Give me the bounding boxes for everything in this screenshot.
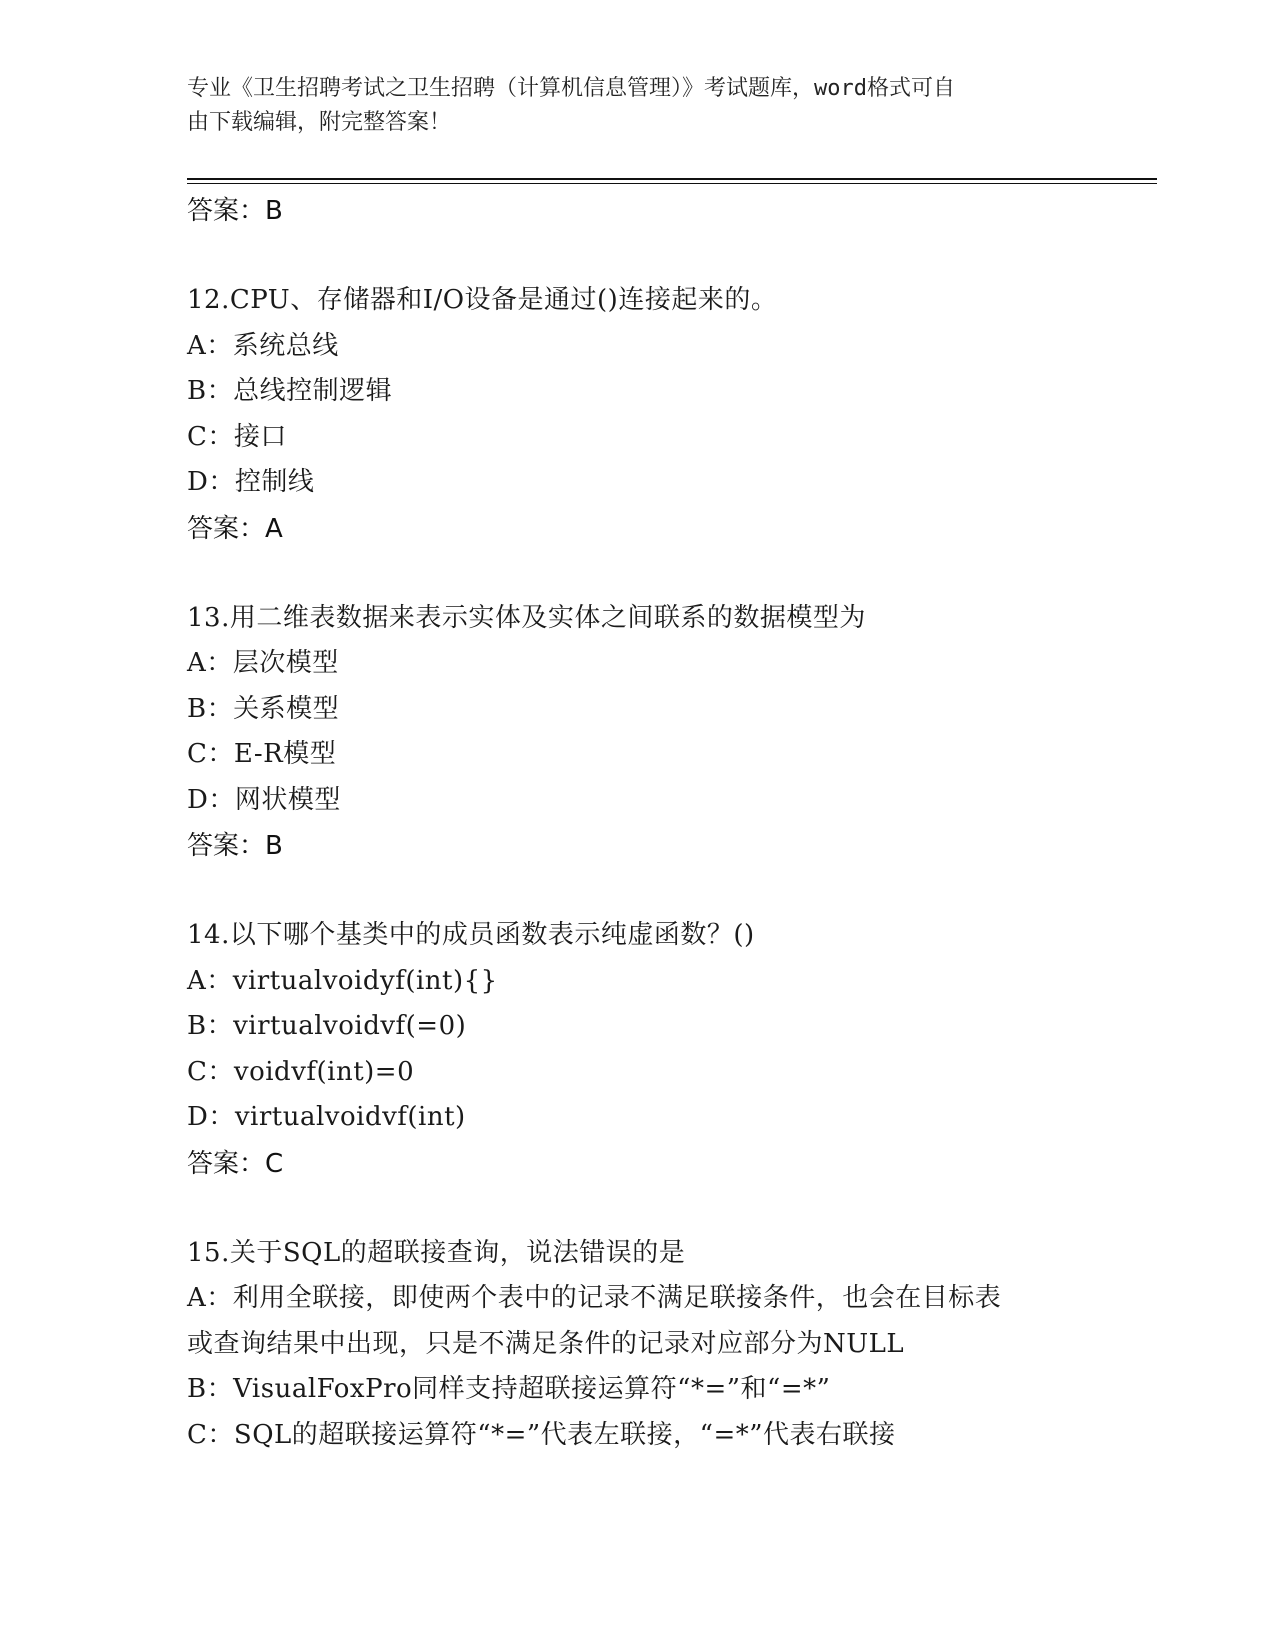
option-a-continued: 或查询结果中出现，只是不满足条件的记录对应部分为NULL [187, 1328, 905, 1359]
question-12 [187, 278, 1147, 552]
option-c: C：voidvf(int)=0 [187, 1056, 415, 1087]
option-a: A：系统总线 [187, 330, 339, 361]
option-c: C：接口 [187, 421, 287, 452]
question-list [187, 188, 1147, 1458]
option-d: D：virtualvoidvf(int) [187, 1102, 466, 1132]
option-b: B：virtualvoidvf(=0) [187, 1011, 467, 1041]
header-note-line-1: 专业《卫生招聘考试之卫生招聘（计算机信息管理）》考试题库，word格式可自 [187, 76, 955, 101]
option-c: C：E-R模型 [187, 739, 337, 769]
option-b: B：VisualFoxPro同样支持超联接运算符“*=”和“=*” [187, 1374, 831, 1404]
header-divider-thin [187, 183, 1157, 184]
spacer [187, 234, 1147, 278]
question-stem: 12.CPU、存储器和I/O设备是通过()连接起来的。 [187, 285, 778, 315]
answer-line: 答案：B [187, 831, 283, 861]
question-13 [187, 596, 1147, 870]
option-c: C：SQL的超联接运算符“*=”代表左联接，“=*”代表右联接 [187, 1419, 896, 1450]
option-a: A：利用全联接，即使两个表中的记录不满足联接条件，也会在目标表 [187, 1283, 1002, 1313]
header-divider-thick [187, 178, 1157, 180]
question-stem: 15.关于SQL的超联接查询，说法错误的是 [187, 1237, 686, 1268]
question-14 [187, 913, 1147, 1187]
option-b: B：总线控制逻辑 [187, 376, 393, 406]
answer-line: 答案：B [187, 196, 283, 226]
spacer [187, 1187, 1147, 1231]
option-d: D：网状模型 [187, 784, 341, 815]
option-d: D：控制线 [187, 467, 315, 497]
document-page [187, 0, 1147, 1650]
question-stem: 14.以下哪个基类中的成员函数表示纯虚函数？() [187, 920, 755, 950]
question-stem: 13.用二维表数据来表示实体及实体之间联系的数据模型为 [187, 602, 866, 633]
question-15 [187, 1231, 1147, 1459]
answer-line: 答案：C [187, 1148, 284, 1179]
header-note [187, 72, 1087, 140]
answer-line: 答案：A [187, 513, 283, 544]
spacer [187, 552, 1147, 596]
option-a: A：层次模型 [187, 648, 339, 678]
spacer [187, 869, 1147, 913]
header-note-line-2: 由下载编辑，附完整答案！ [187, 110, 452, 135]
option-a: A：virtualvoidyf(int){} [187, 965, 498, 996]
option-b: B：关系模型 [187, 693, 340, 724]
